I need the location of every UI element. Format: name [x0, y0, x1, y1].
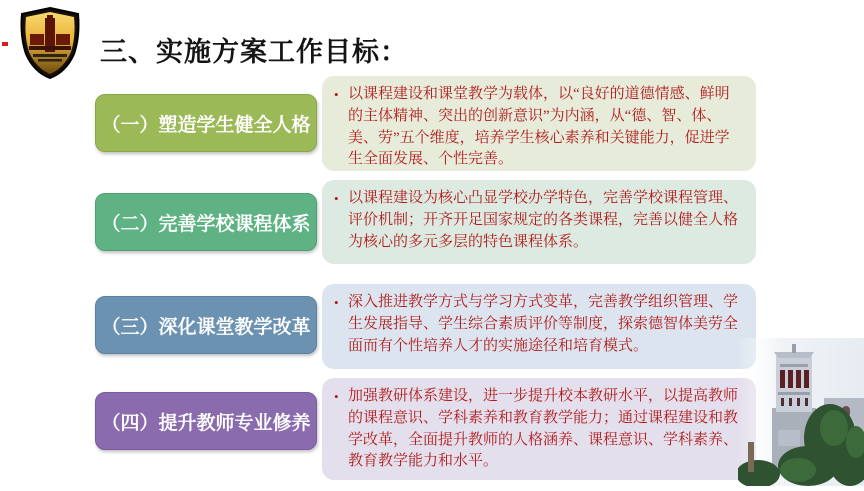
goal-4-description-box: [322, 378, 756, 480]
goal-1-description: 以课程建设和课堂教学为载体，以“良好的道德情感、鲜明的主体精神、突出的创新意识”为内涵，从“德、智、体、美、劳”五个维度，培养学生核心素养和关键能力，促进学生全面发展、个性完善。: [348, 86, 730, 168]
goal-4-description: 加强教研体系建设，进一步提升校本教研水平，以提高教师的课程意识、学科素养和教育教学能力；通过课程建设和教学改革，全面提升教师的人格涵养、课程意识、学科素养、教育教学能力和水平。: [348, 388, 739, 470]
shield-icon: [16, 6, 84, 80]
goal-1-label: （一）塑造学生健全人格: [95, 94, 317, 152]
bullet-icon: •: [334, 295, 339, 310]
goal-2-description-box: [322, 180, 756, 264]
bullet-icon: •: [334, 191, 339, 206]
school-crest-logo: [16, 6, 84, 80]
bullet-icon: •: [334, 389, 339, 404]
goal-3-description-box: [322, 284, 756, 369]
page-title: 三、实施方案工作目标：: [100, 37, 408, 67]
goal-2-label: （二）完善学校课程体系: [95, 193, 317, 251]
campus-building-photo: [738, 338, 864, 486]
goal-3-label: （三）深化课堂教学改革: [95, 296, 317, 354]
slide-edge-red-mark: [2, 42, 8, 46]
goal-1-description-box: [322, 76, 756, 171]
clock-tower-image: [738, 338, 864, 486]
bullet-icon: •: [334, 87, 339, 102]
goal-2-description: 以课程建设为核心凸显学校办学特色，完善学校课程管理、评价机制；开齐开足国家规定的各类课程，完善以健全人格为核心的多元多层的特色课程体系。: [348, 190, 739, 250]
goal-4-label: （四）提升教师专业修养: [95, 392, 317, 450]
goal-3-description: 深入推进教学方式与学习方式变革，完善教学组织管理、学生发展指导、学生综合素质评价等制度，探索德智体美劳全面而有个性培养人才的实施途径和培育模式。: [348, 294, 739, 354]
